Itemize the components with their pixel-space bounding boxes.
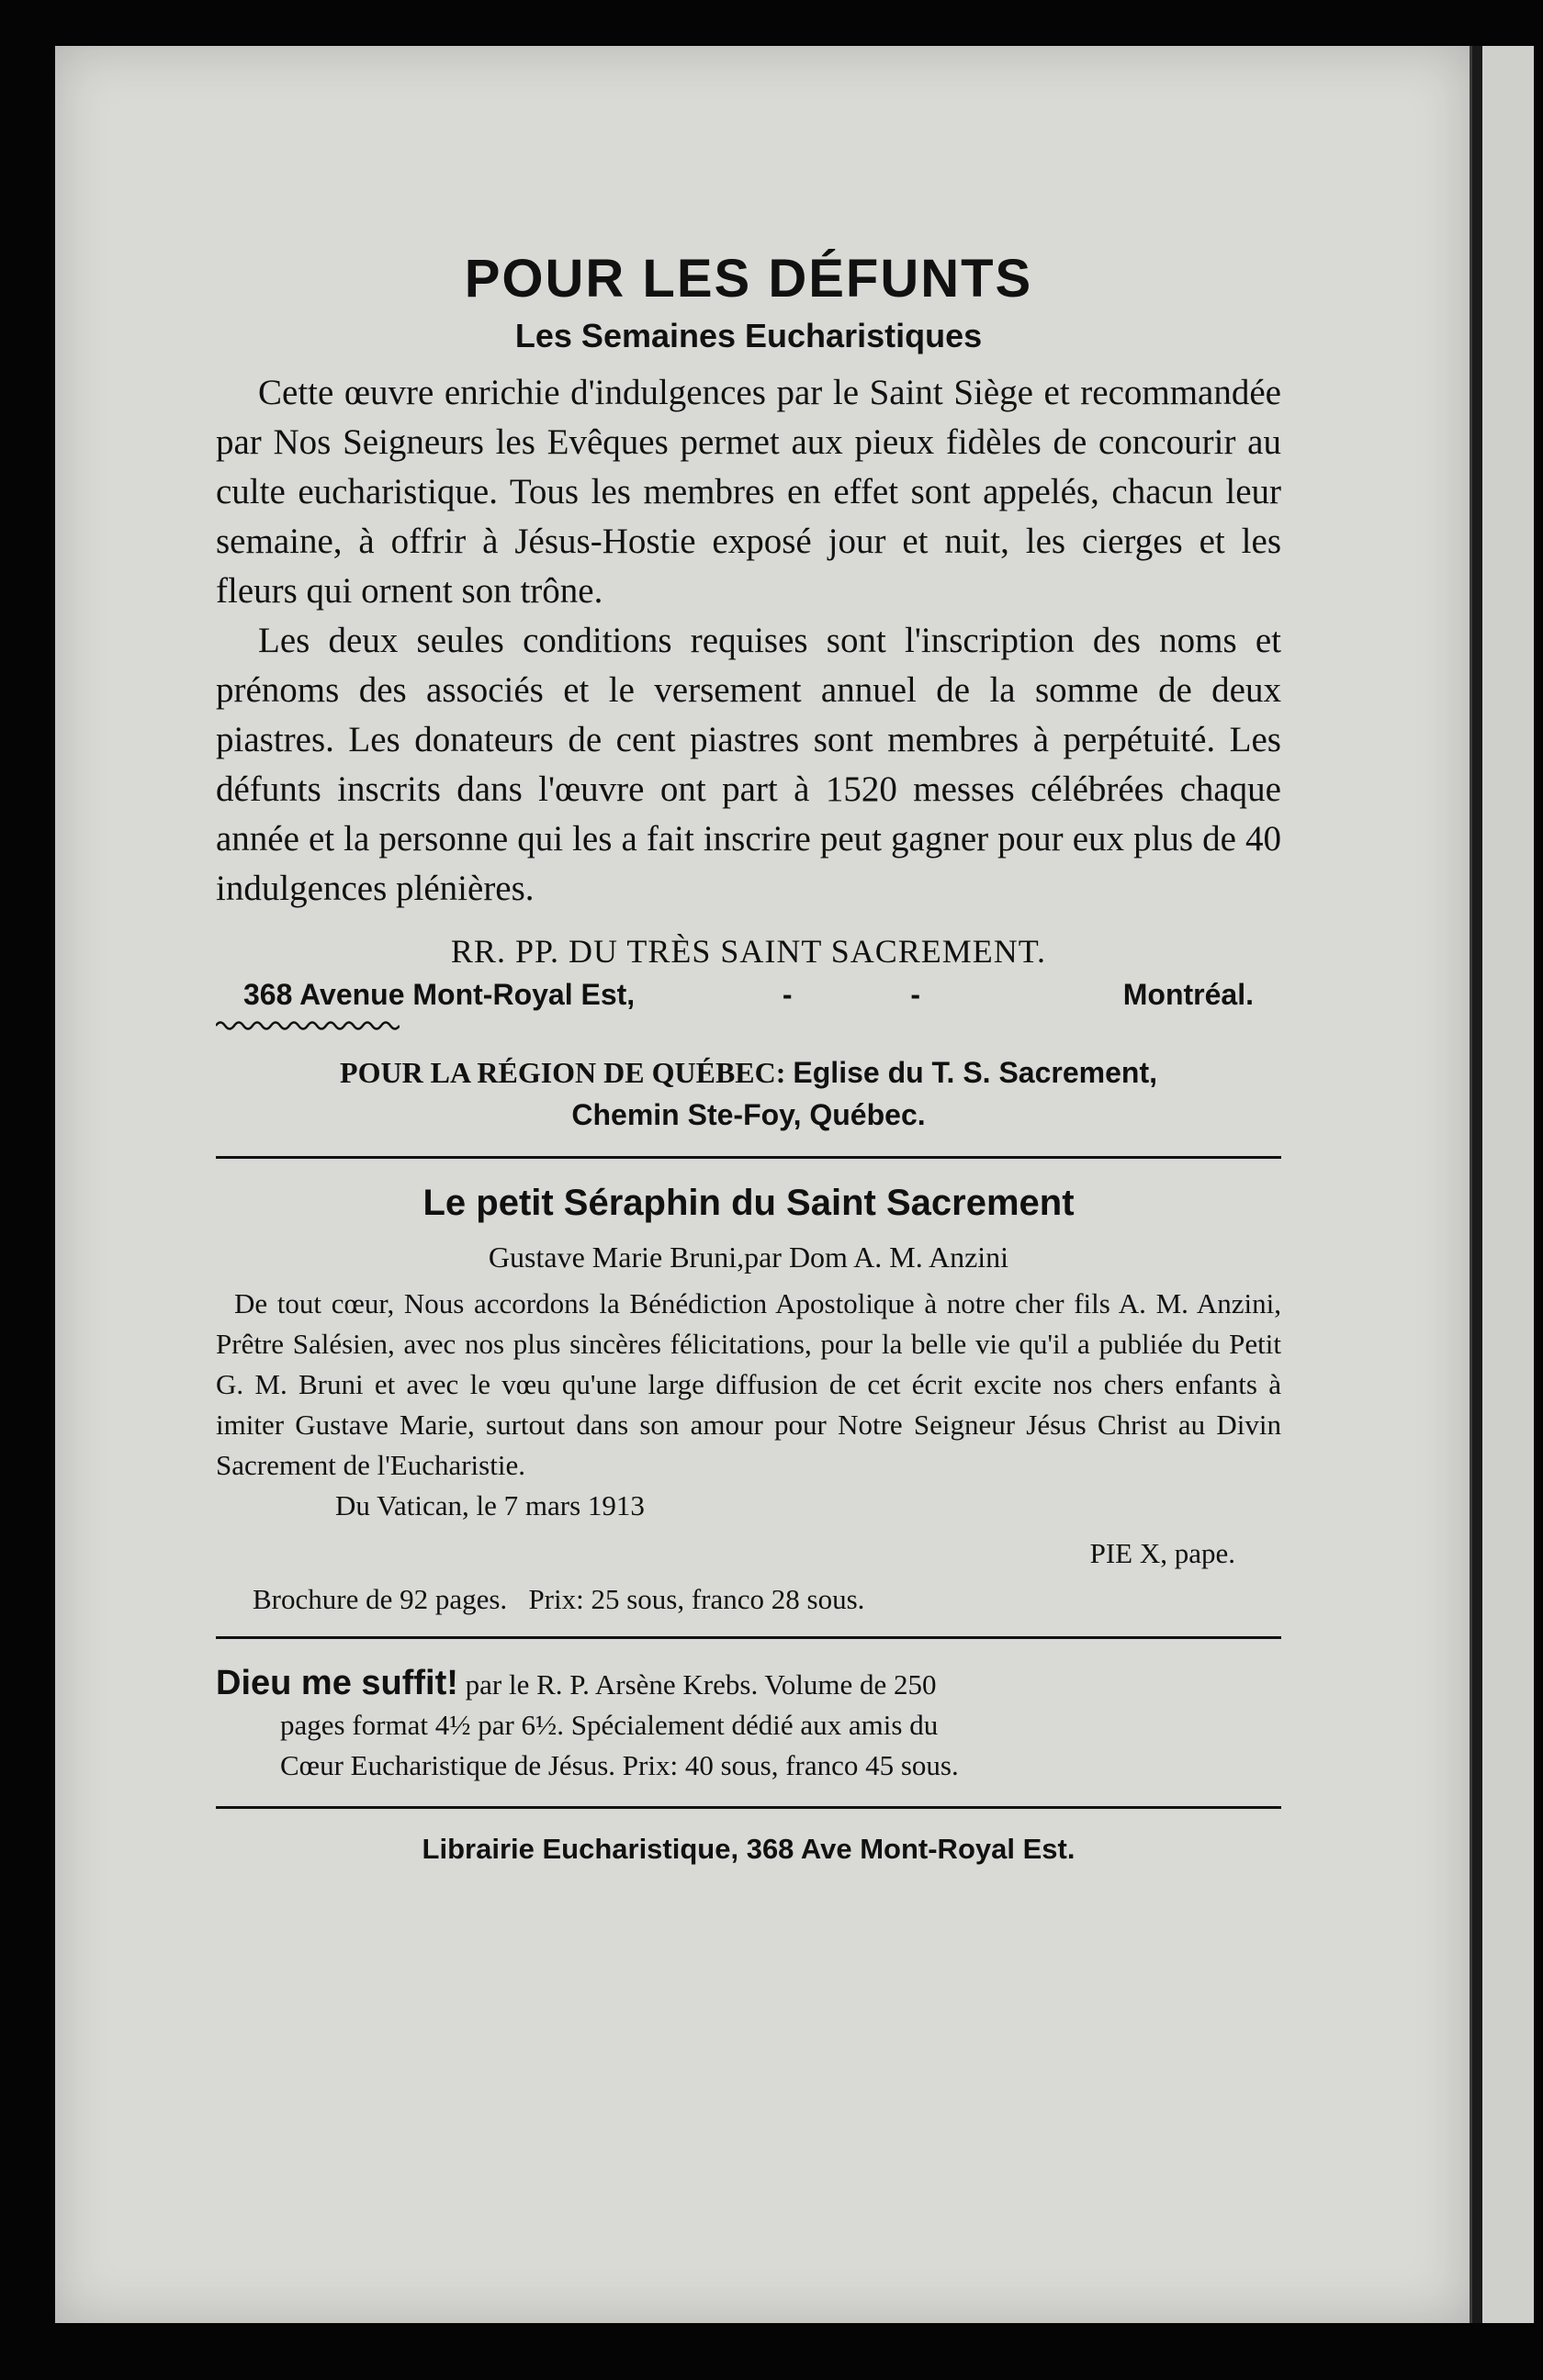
intro-paragraph-2: Les deux seules conditions requises sont l'inscription des noms et prénoms des associés et le versement annuel de la somme de deux piastres. Les donateurs de cent piastres sont membres à perpétuité. Les défunts inscrits dans l'œuvre ont part à 1520 messes célébrées chaque année et la personne qui les a fait inscrire peut gagner pour eux plus de 40 indulgences plénières.	[216, 621, 1281, 908]
section-divider	[216, 1156, 1281, 1159]
book1-title: Le petit Séraphin du Saint Sacrement	[422, 1183, 1075, 1223]
address-street: 368 Avenue Mont-Royal Est,	[243, 978, 636, 1011]
book2-title: Dieu me suffit!	[216, 1664, 458, 1702]
adjacent-page-edge	[1482, 46, 1534, 2323]
book1-subtitle: Gustave Marie Bruni,par Dom A. M. Anzini	[488, 1241, 1009, 1274]
region-label: POUR LA RÉGION DE QUÉBEC:	[340, 1056, 786, 1089]
book1-price	[253, 1583, 1281, 1616]
book1-pope-signature: PIE X, pape.	[1089, 1537, 1235, 1569]
intro-paragraph-1: Cette œuvre enrichie d'indulgences par le Saint Siège et recommandée par Nos Seigneurs les Evêques permet aux pieux fidèles de concourir au culte eucharistique. Tous les membres en effet sont appelés, chacun leur semaine, à offrir à Jésus-Hostie exposé jour et nuit, les cierges et les fleurs qui ornent son trône.	[216, 373, 1281, 611]
region-block	[216, 1051, 1281, 1136]
book2-line-3: Cœur Eucharistique de Jésus. Prix: 40 sous, franco 45 sous.	[280, 1749, 959, 1781]
book1-price-text: Prix: 25 sous, franco 28 sous.	[528, 1583, 865, 1615]
book1-dateline: Du Vatican, le 7 mars 1913	[335, 1489, 645, 1521]
section-divider	[216, 1806, 1281, 1809]
address-city: Montréal.	[1122, 978, 1254, 1011]
page-content	[216, 248, 1281, 1866]
page-subtitle: Les Semaines Eucharistiques	[514, 317, 983, 354]
page-title: POUR LES DÉFUNTS	[464, 249, 1033, 309]
section-divider	[216, 1636, 1281, 1639]
wavy-divider	[216, 1019, 400, 1032]
region-street: Chemin Ste-Foy, Québec.	[571, 1098, 926, 1131]
address-line	[243, 978, 1254, 1012]
book2-line-1: par le R. P. Arsène Krebs. Volume de 250	[465, 1668, 937, 1701]
book2-block	[216, 1663, 1281, 1786]
library-footer: Librairie Eucharistique, 368 Ave Mont-Royal Est.	[422, 1833, 1076, 1865]
region-church: Eglise du T. S. Sacrement,	[793, 1056, 1157, 1089]
book1-price-label: Brochure de 92 pages.	[253, 1583, 508, 1615]
address-dashes: - -	[782, 978, 976, 1011]
book1-text: De tout cœur, Nous accordons la Bénédiction Apostolique à notre cher fils A. M. Anzini, Prêtre Salésien, avec nos plus sincères félicitations, pour la belle vie qu'il a publiée du Petit G. M. Bruni et avec le vœu qu'une large diffusion de cet écrit excite nos chers enfants à imiter Gustave Marie, surtout dans son amour pour Notre Seigneur Jésus Christ au Divin Sacrement de l'Eucharistie.	[216, 1287, 1281, 1481]
book2-line-2: pages format 4½ par 6½. Spécialement dédié aux amis du	[280, 1709, 939, 1741]
signature: RR. PP. DU TRÈS SAINT SACREMENT.	[450, 933, 1047, 970]
